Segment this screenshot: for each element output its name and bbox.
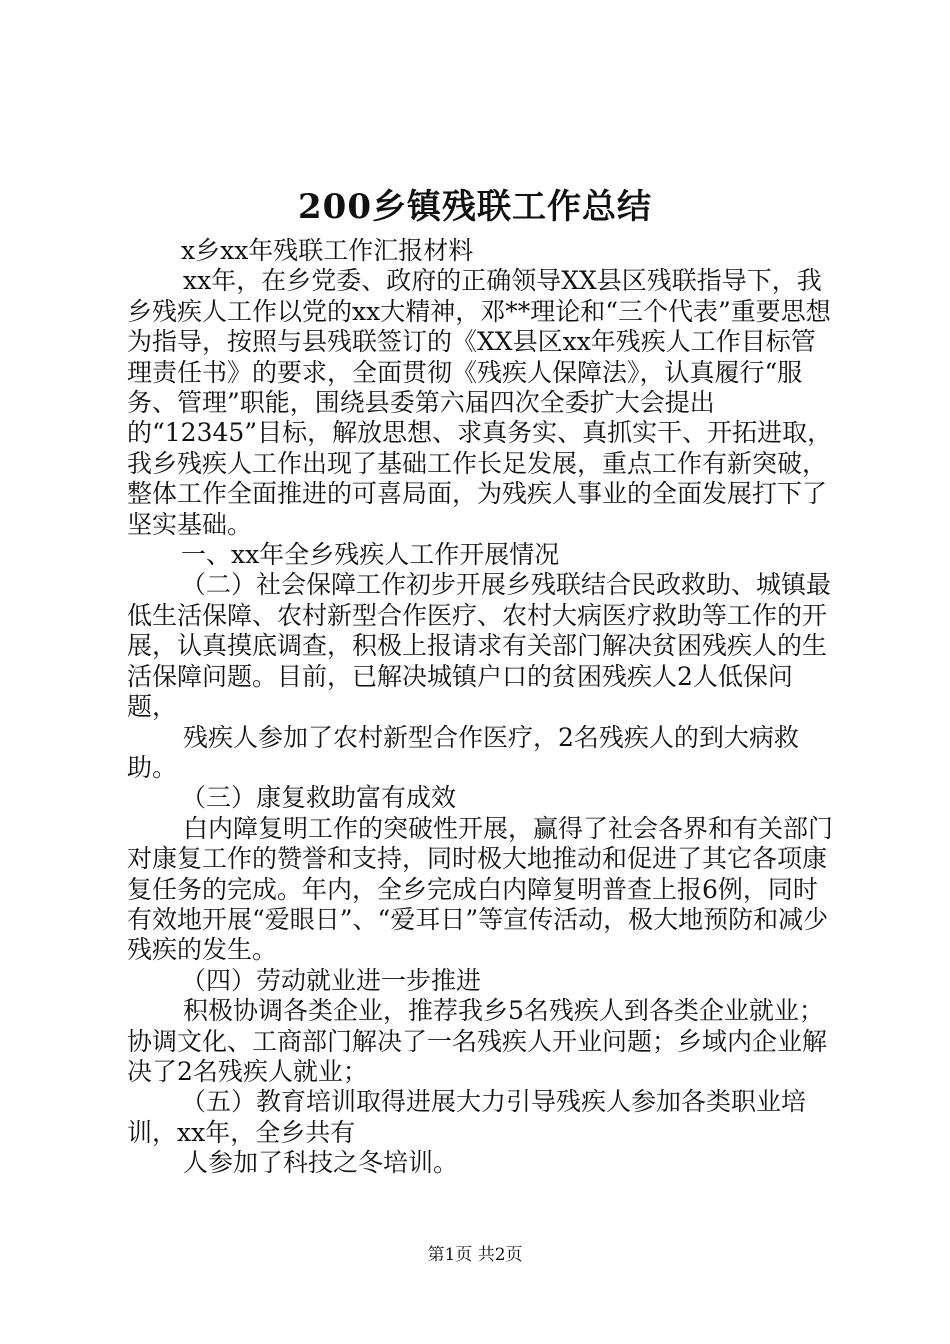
document-title: 200乡镇残联工作总结 xyxy=(298,187,652,227)
section-heading-4: （四）劳动就业进一步推进 xyxy=(181,965,482,995)
paragraph-medical-insurance: 残疾人参加了农村新型合作医疗，2名残疾人的到大病救助。 xyxy=(127,722,799,782)
paragraph-training: 人参加了科技之冬培训。 xyxy=(183,1148,459,1178)
paragraph-education: （五）教育培训取得进展大力引导残疾人参加各类职业培训，xx年，全乡共有 xyxy=(127,1087,807,1147)
paragraph-employment: 积极协调各类企业，推荐我乡5名残疾人到各类企业就业；协调文化、工商部门解决了一名残疾人开业问题；乡域内企业解决了2名残疾人就业； xyxy=(127,996,828,1086)
paragraph-intro: xx年，在乡党委、政府的正确领导XX县区残联指导下，我乡残疾人工作以党的xx大精神，邓**理论和“三个代表”重要思想为指导，按照与县残联签订的《XX县区xx年残疾人工作目标管理责任书》的要求，全面贯彻《残疾人保障法》，认真履行“服务、管理”职能，围绕县委第六届四次全委扩大会提出的“12345”目标，解放思想、求真务实、真抓实干、开拓进取，我乡残疾人工作出现了基础工作长足发展，重点工作有新突破，整体工作全面推进的可喜局面，为残疾人事业的全面发展打下了坚实基础。 xyxy=(127,266,833,539)
section-heading-3: （三）康复救助富有成效 xyxy=(181,783,457,813)
paragraph-rehabilitation: 白内障复明工作的突破性开展，赢得了社会各界和有关部门对康复工作的赞誉和支持，同时极大地推动和促进了其它各项康复任务的完成。年内，全乡完成白内障复明普查上报6例，同时有效地开展“爱眼日”、“爱耳日”等宣传活动，极大地预防和减少残疾的发生。 xyxy=(127,813,834,965)
paragraph-social-security: （二）社会保障工作初步开展乡残联结合民政救助、城镇最低生活保障、农村新型合作医疗、农村大病医疗救助等工作的开展，认真摸底调查，积极上报请求有关部门解决贫困残疾人的生活保障问题。目前，已解决城镇户口的贫困残疾人2人低保问题， xyxy=(127,570,832,722)
section-heading-1: 一、xx年全乡残疾人工作开展情况 xyxy=(181,540,560,570)
paragraph-subtitle: x乡xx年残联工作汇报材料 xyxy=(181,236,474,265)
page-footer: 第1页 共2页 xyxy=(427,1245,523,1265)
document-body xyxy=(127,236,839,1179)
